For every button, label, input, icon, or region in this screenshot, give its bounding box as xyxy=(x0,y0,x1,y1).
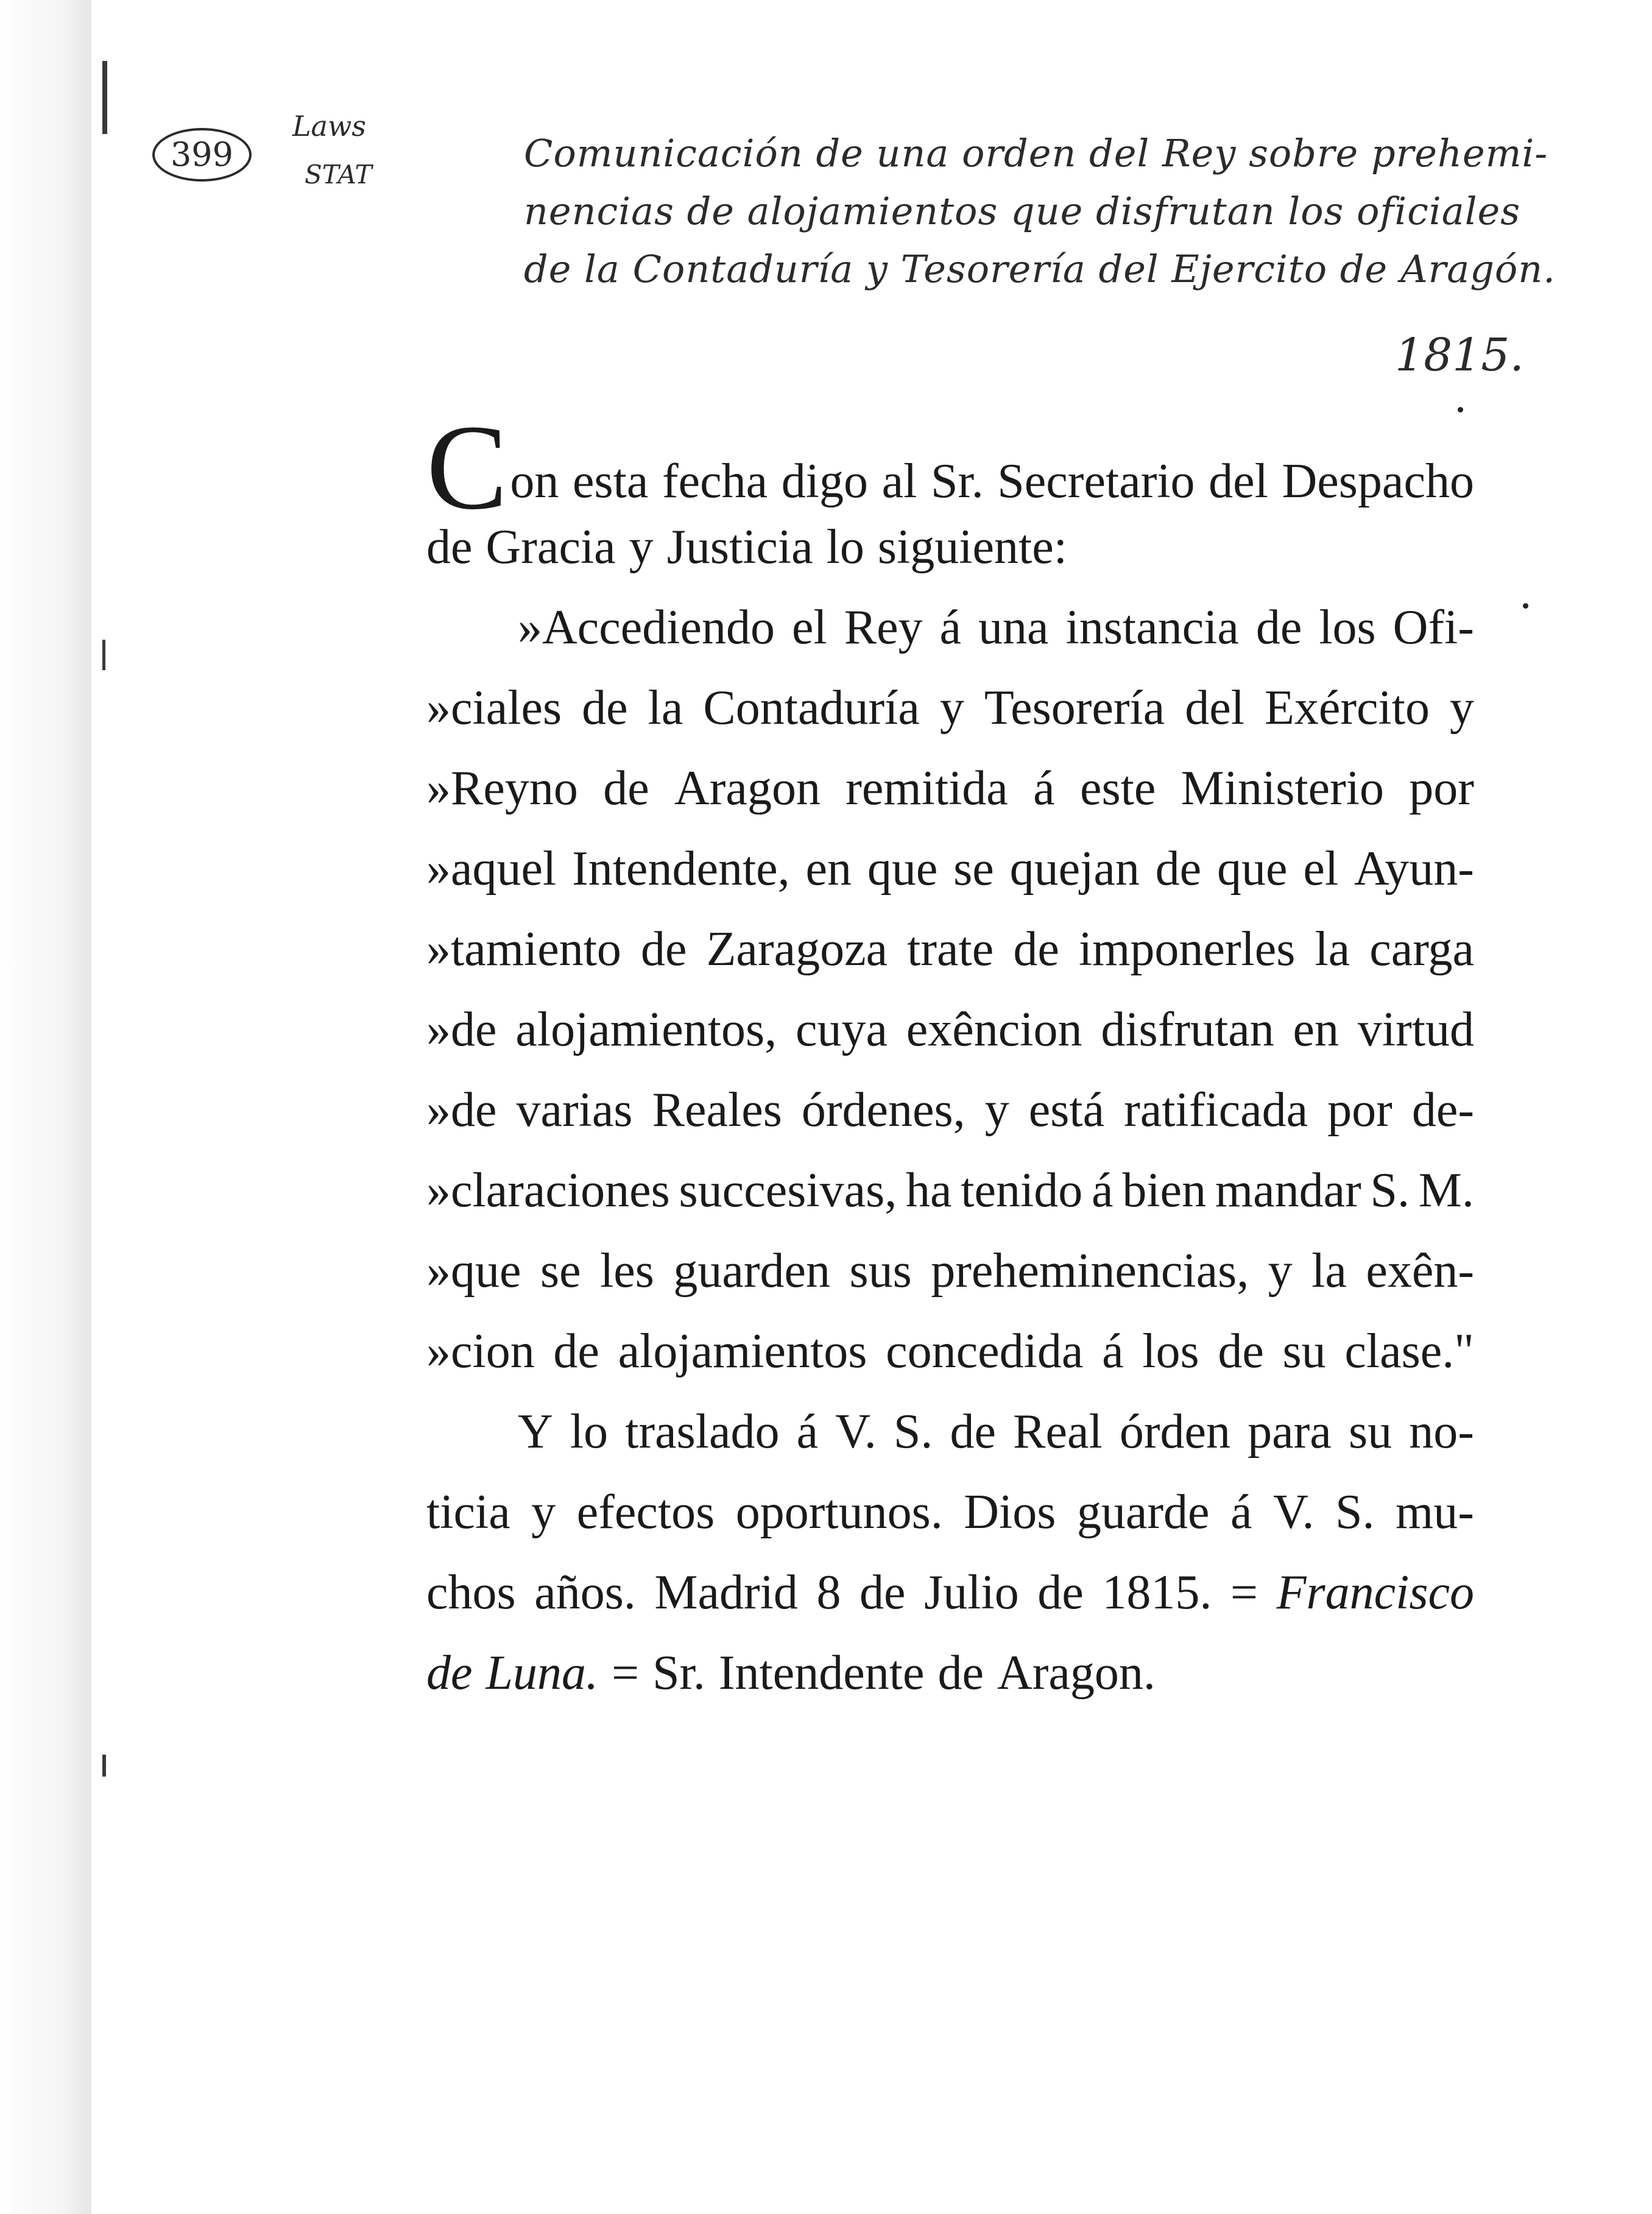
text-line xyxy=(426,989,1474,1070)
word: y xyxy=(1450,681,1474,735)
text-line xyxy=(426,587,1474,668)
word: S. xyxy=(893,1405,933,1459)
word: Justicia xyxy=(666,520,813,574)
word: Francisco xyxy=(1276,1566,1474,1619)
word: guarden xyxy=(673,1244,831,1298)
word: Ofi- xyxy=(1393,601,1474,654)
text-line xyxy=(426,1472,1474,1552)
word: á xyxy=(1033,762,1055,815)
word: cuya xyxy=(795,1003,888,1056)
word: una xyxy=(978,601,1049,654)
text-line xyxy=(426,1231,1474,1311)
word: Exército xyxy=(1265,681,1430,735)
word: chos xyxy=(426,1566,516,1619)
text-line xyxy=(426,400,1474,535)
word: que xyxy=(1217,842,1288,896)
word: órden xyxy=(1119,1405,1231,1459)
word: de xyxy=(1037,1566,1084,1619)
word: Aragon xyxy=(674,762,821,815)
word: al xyxy=(881,454,917,508)
word: Rey xyxy=(844,601,923,654)
word: guarde xyxy=(1076,1485,1210,1539)
word: remitida xyxy=(845,762,1008,815)
edge-mark xyxy=(102,640,105,670)
word: este xyxy=(1079,762,1156,815)
word: ha xyxy=(905,1164,952,1217)
word: instancia xyxy=(1065,601,1239,654)
word: á xyxy=(1092,1164,1114,1217)
word: de xyxy=(860,1566,906,1619)
word: Intendente, xyxy=(572,842,790,896)
marginal-note-stat: STAT xyxy=(305,160,372,189)
word: Sr. xyxy=(652,1646,705,1700)
word: exêncion xyxy=(906,1003,1082,1056)
word: se xyxy=(540,1244,581,1298)
word: y xyxy=(939,681,964,735)
word: »tamiento xyxy=(426,922,621,976)
word: imponerles xyxy=(1078,922,1296,976)
word: succesivas, xyxy=(679,1164,897,1217)
word: de xyxy=(1218,1325,1264,1378)
word: S. xyxy=(1370,1164,1410,1217)
word: años. xyxy=(534,1566,636,1619)
word: de xyxy=(1155,842,1202,896)
word: no- xyxy=(1409,1405,1474,1459)
word: »de xyxy=(426,1083,497,1137)
word: tenido xyxy=(961,1164,1083,1217)
word: = xyxy=(1230,1566,1258,1619)
word: Luna. xyxy=(485,1646,599,1700)
word: M. xyxy=(1418,1164,1474,1217)
word: on xyxy=(510,454,559,508)
edge-mark xyxy=(102,1755,106,1777)
word: Real xyxy=(1013,1405,1103,1459)
text-line xyxy=(426,1150,1474,1231)
word: »cion xyxy=(426,1325,535,1378)
word: Y xyxy=(518,1405,553,1459)
word: Intendente xyxy=(718,1646,925,1700)
text-line xyxy=(426,1311,1474,1392)
word: Julio xyxy=(924,1566,1019,1619)
text-line xyxy=(426,1633,1474,1713)
word: su xyxy=(1282,1325,1326,1378)
word: Madrid xyxy=(654,1566,798,1619)
word: órdenes, xyxy=(801,1083,965,1137)
word: 1815. xyxy=(1102,1566,1212,1619)
word: los xyxy=(1319,601,1376,654)
handwritten-year: 1815. xyxy=(1395,329,1524,381)
printed-body xyxy=(426,400,1474,1713)
word: carga xyxy=(1369,922,1474,976)
word: la xyxy=(648,681,683,735)
word: del xyxy=(1185,681,1245,735)
text-line xyxy=(426,829,1474,909)
word: de xyxy=(582,681,628,735)
word: clase." xyxy=(1344,1325,1474,1378)
word: de xyxy=(950,1405,997,1459)
word: efectos xyxy=(576,1485,715,1539)
edge-mark xyxy=(102,61,107,134)
word: alojamientos, xyxy=(515,1003,777,1056)
word: »que xyxy=(426,1244,521,1298)
word: de xyxy=(553,1325,599,1378)
word: »de xyxy=(426,1003,497,1056)
word: y xyxy=(1268,1244,1293,1298)
word: mu- xyxy=(1396,1485,1474,1539)
text-line xyxy=(426,909,1474,989)
word: de xyxy=(1255,601,1302,654)
word: »aquel xyxy=(426,842,557,896)
word: lo xyxy=(570,1405,609,1459)
word: 8 xyxy=(816,1566,841,1619)
word: á xyxy=(796,1405,819,1459)
word: = xyxy=(612,1646,640,1700)
word: la xyxy=(1315,922,1350,976)
word: S. xyxy=(1335,1485,1375,1539)
word: Dios xyxy=(964,1485,1056,1539)
text-line xyxy=(426,1070,1474,1150)
word: y xyxy=(531,1485,556,1539)
word: traslado xyxy=(625,1405,780,1459)
catalog-number-stamp: 399 xyxy=(152,128,252,182)
word: su xyxy=(1348,1405,1393,1459)
word: en xyxy=(805,842,852,896)
word: de xyxy=(640,922,687,976)
word: concedida xyxy=(886,1325,1084,1378)
word: Ministerio xyxy=(1181,762,1384,815)
word: V. xyxy=(1273,1485,1315,1539)
word: lo xyxy=(826,520,864,574)
word: Secretario xyxy=(997,454,1195,508)
text-line xyxy=(426,1392,1474,1472)
word: virtud xyxy=(1357,1003,1474,1056)
word: en xyxy=(1293,1003,1340,1056)
word: de xyxy=(1013,922,1059,976)
word: por xyxy=(1409,762,1474,815)
word: Contaduría xyxy=(703,681,920,735)
word: Sr. xyxy=(930,454,984,508)
word: disfrutan xyxy=(1101,1003,1274,1056)
word: bien xyxy=(1122,1164,1207,1217)
word: quejan xyxy=(1009,842,1140,896)
handwritten-description-line: Comunicación de una orden del Rey sobre prehemi- xyxy=(524,131,1548,175)
text-line xyxy=(426,1552,1474,1633)
word: alojamientos xyxy=(618,1325,867,1378)
word: de xyxy=(937,1646,984,1700)
word: de xyxy=(603,762,649,815)
word: está xyxy=(1028,1083,1105,1137)
word: fecha xyxy=(662,454,768,508)
word: exên- xyxy=(1366,1244,1474,1298)
word: se xyxy=(953,842,994,896)
word: esta xyxy=(573,454,649,508)
word: oportunos. xyxy=(735,1485,943,1539)
handwritten-description-line: nencias de alojamientos que disfrutan los oficiales xyxy=(524,189,1521,233)
word: de xyxy=(426,1646,473,1700)
word: á xyxy=(1102,1325,1124,1378)
word: Zaragoza xyxy=(706,922,888,976)
word: Tesorería xyxy=(984,681,1165,735)
word: Ayun- xyxy=(1354,842,1474,896)
word: la xyxy=(1311,1244,1347,1298)
word: de xyxy=(426,520,473,574)
word: les xyxy=(600,1244,654,1298)
word: Despacho xyxy=(1282,454,1474,508)
word: á xyxy=(1230,1485,1252,1539)
word: á xyxy=(939,601,962,654)
word: ticia xyxy=(426,1485,510,1539)
text-line xyxy=(426,748,1474,829)
ink-speck xyxy=(1458,407,1463,412)
word: ratificada xyxy=(1124,1083,1308,1137)
word: varias xyxy=(516,1083,633,1137)
word: Reales xyxy=(652,1083,782,1137)
word: y xyxy=(629,520,654,574)
word: Gracia xyxy=(485,520,616,574)
word: »ciales xyxy=(426,681,562,735)
word: el xyxy=(1303,842,1339,896)
word: V. xyxy=(835,1405,877,1459)
word: el xyxy=(792,601,827,654)
word: digo xyxy=(781,454,869,508)
word: que xyxy=(867,842,938,896)
word: por xyxy=(1327,1083,1393,1137)
word: preheminencias, xyxy=(931,1244,1249,1298)
marginal-note-laws: Laws xyxy=(292,110,366,143)
word: »claraciones xyxy=(426,1164,670,1217)
scan-left-edge xyxy=(0,0,91,2214)
word: siguiente: xyxy=(877,520,1067,574)
word: y xyxy=(984,1083,1009,1137)
word: de- xyxy=(1411,1083,1474,1137)
word: trate xyxy=(907,922,994,976)
text-line xyxy=(426,668,1474,748)
word: »Reyno xyxy=(426,762,578,815)
word: sus xyxy=(849,1244,912,1298)
dropcap-letter: C xyxy=(426,400,508,535)
word: »Accediendo xyxy=(518,601,775,654)
word: los xyxy=(1142,1325,1199,1378)
word: para xyxy=(1248,1405,1332,1459)
ink-speck xyxy=(1523,603,1528,609)
word: mandar xyxy=(1215,1164,1361,1217)
word: del xyxy=(1209,454,1268,508)
word: Aragon. xyxy=(997,1646,1156,1700)
handwritten-description-line: de la Contaduría y Tesorería del Ejercito de Aragón. xyxy=(524,247,1556,291)
